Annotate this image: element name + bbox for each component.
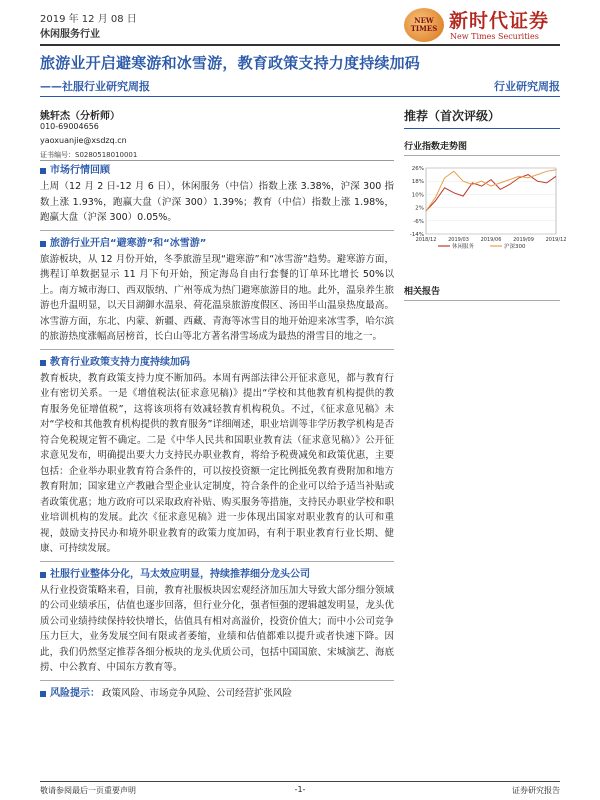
industry-name: 休闲服务行业	[40, 29, 100, 40]
section-risk	[40, 686, 394, 702]
section-heading: 旅游行业开启“避寒游”和“冰雪游”	[50, 237, 207, 249]
analyst-certificate: 证书编号：S0280518010001	[40, 151, 138, 159]
bullet-square-icon	[40, 691, 46, 697]
chart-legend-label: 沪深300	[504, 244, 526, 250]
section-text: 教育板块，教育政策支持力度不断加码。本周有两部法律公开征求意见，都与教育行业有密切关系。一是《增值税法(征求意见稿)》提出“学校和其他教育机构提供的教育服务免征增值税”，这将该项将有效减轻教育机构税负。不过，《征求意见稿》未对“学校和其他教育机构提供的教育服务”详细阐述，职业培训等非学历教学机构是否符合免税规定暂不确定。二是《中华人民共和国职业教育法（征求意见稿）》公开征求意见发布，明确提出要大力支持民办职业教育，将给予税费减免和政策优惠，主要包括：企业举办职业教育符合条件的，可以按投资额一定比例抵免教育费附加和地方教育附加；国家建立产教融合型企业认定制度，符合条件的企业可以给予适当补贴或者政策优惠；地方政府可以采取政府补贴、购买服务等措施，支持民办职业学校和职业培训机构的发展。此次《征求意见稿》进一步体现出国家对职业教育的认可和重视，鼓励支持民办和境外职业教育的政策力度加码，有利于职业教育行业长期、健康、可持续发展。	[40, 372, 394, 554]
section-tourism	[40, 236, 394, 345]
chart-x-tick-label: 2019/06	[480, 237, 502, 243]
report-subtitle: ——社服行业研究周报	[40, 80, 150, 93]
section-market-review	[40, 163, 394, 226]
section-heading: 社服行业整体分化，马太效应明显，持续推荐细分龙头公司	[50, 568, 310, 580]
analyst-phone: 010-69004656	[40, 122, 99, 131]
footer-divider	[40, 781, 560, 782]
chart-plot-frame	[426, 168, 556, 234]
analyst-name: 姚轩杰（分析师）	[40, 111, 120, 122]
logo-chinese-name: 新时代证券	[449, 10, 550, 32]
bullet-square-icon	[40, 572, 46, 578]
report-type: 行业研究周报	[494, 80, 560, 93]
logo-emblem	[404, 8, 444, 42]
logo-english-name: New Times Securities	[450, 32, 539, 41]
section-text: 旅游板块，从 12 月份开始，冬季旅游呈现“避寒游”和“冰雪游”趋势。避寒游方面，携程订单数据显示 11 月下旬开始，预定海岛自由行套餐的订单环比增长 50%以上。南方城市海口、西双版纳、广州等成为热门避寒旅游目的地。此外，温泉养生旅游也升温明显，以天目湖御水温泉、荷花温泉旅游度假区、汤田半山温泉热度最高。冰雪游方面，东北、内蒙、新疆、西藏、青海等冰雪目的地开始迎来冰雪季，哈尔滨的旅游热度涨幅高居榜首，长白山等北方著名滑雪场成为最热的滑雪目的地之一。	[40, 253, 394, 342]
chart-y-tick-label: 18%	[411, 179, 424, 186]
section-text: 政策风险、市场竞争风险、公司经营扩张风险	[102, 687, 293, 699]
chart-series-line-1	[426, 175, 556, 211]
chart-y-tick-label: -6%	[413, 218, 424, 225]
related-reports-heading: 相关报告	[404, 284, 560, 301]
section-text: 上周（12 月 2 日-12 月 6 日），休闲服务（中信）指数上涨 3.38%，沪深 300 指数上涨 1.93%，跑赢大盘（沪深 300）1.39%；教育（中信）指数上涨 1.98%，跑赢大盘（沪深 300）0.05%。	[40, 181, 394, 223]
section-strategy	[40, 567, 394, 676]
chart-y-tick-label: 2%	[415, 205, 424, 212]
section-heading: 风险提示：	[50, 687, 100, 699]
chart-x-tick-label: 2019/09	[513, 237, 534, 243]
section-education	[40, 355, 394, 557]
analyst-divider	[40, 160, 394, 161]
section-heading: 市场行情回顾	[50, 165, 110, 176]
chart-x-tick-label: 2019/12	[545, 237, 567, 243]
section-text: 从行业投资策略来看，目前，教育社服板块因宏观经济加压加大导致大部分细分领域的公司业绩承压，估值也逐步回落，但行业分化，强者恒强的逻辑越发明显，龙头优质公司业绩持续保持较快增长，估值具有相对高溢价，投资价值大；而中小公司竞争压力巨大，业务发展空间有限或者萎缩，业绩和估值都难以提升或者快速下降。因此，我们仍然坚定推荐各细分板块的龙头优质公司，包括中国国旅、宋城演艺、海底捞、中公教育、中国东方教育等。	[40, 584, 394, 673]
section-divider	[40, 230, 394, 231]
chart-series-line-2	[426, 170, 556, 211]
report-body	[40, 163, 394, 706]
logo-emblem-text: NEW TIMES	[410, 16, 438, 33]
chart-title: 行业指数走势图	[404, 139, 560, 156]
footer-disclaimer: 敬请参阅最后一页重要声明	[40, 786, 136, 795]
chart-y-tick-label: 10%	[411, 192, 424, 199]
chart-legend-label: 休闲服务	[452, 244, 475, 250]
side-panel	[404, 107, 567, 301]
footer-report-type: 证券研究报告	[512, 786, 560, 795]
chart-y-tick-label: -14%	[409, 232, 424, 238]
analyst-email[interactable]: yaoxuanjie@xsdzq.cn	[40, 136, 127, 145]
index-trend-chart	[404, 162, 567, 254]
report-title: 旅游业开启避寒游和冰雪游，教育政策支持力度持续加码	[40, 54, 421, 72]
page-number: -1-	[294, 785, 306, 794]
chart-y-tick-label: 26%	[411, 166, 424, 172]
top-divider	[40, 44, 560, 46]
section-divider	[40, 349, 394, 350]
company-logo	[404, 6, 560, 46]
section-divider	[40, 680, 394, 681]
chart-x-tick-label: 2018/12	[415, 237, 437, 243]
bullet-square-icon	[40, 360, 46, 366]
report-date: 2019 年 12 月 08 日	[40, 14, 137, 25]
section-heading: 教育行业政策支持力度持续加码	[50, 356, 190, 368]
chart-x-tick-label: 2019/03	[448, 237, 469, 243]
title-divider	[40, 96, 560, 97]
bullet-square-icon	[40, 241, 46, 247]
section-divider	[40, 561, 394, 562]
bullet-square-icon	[40, 168, 46, 174]
rating-label: 推荐（首次评级）	[404, 107, 560, 129]
